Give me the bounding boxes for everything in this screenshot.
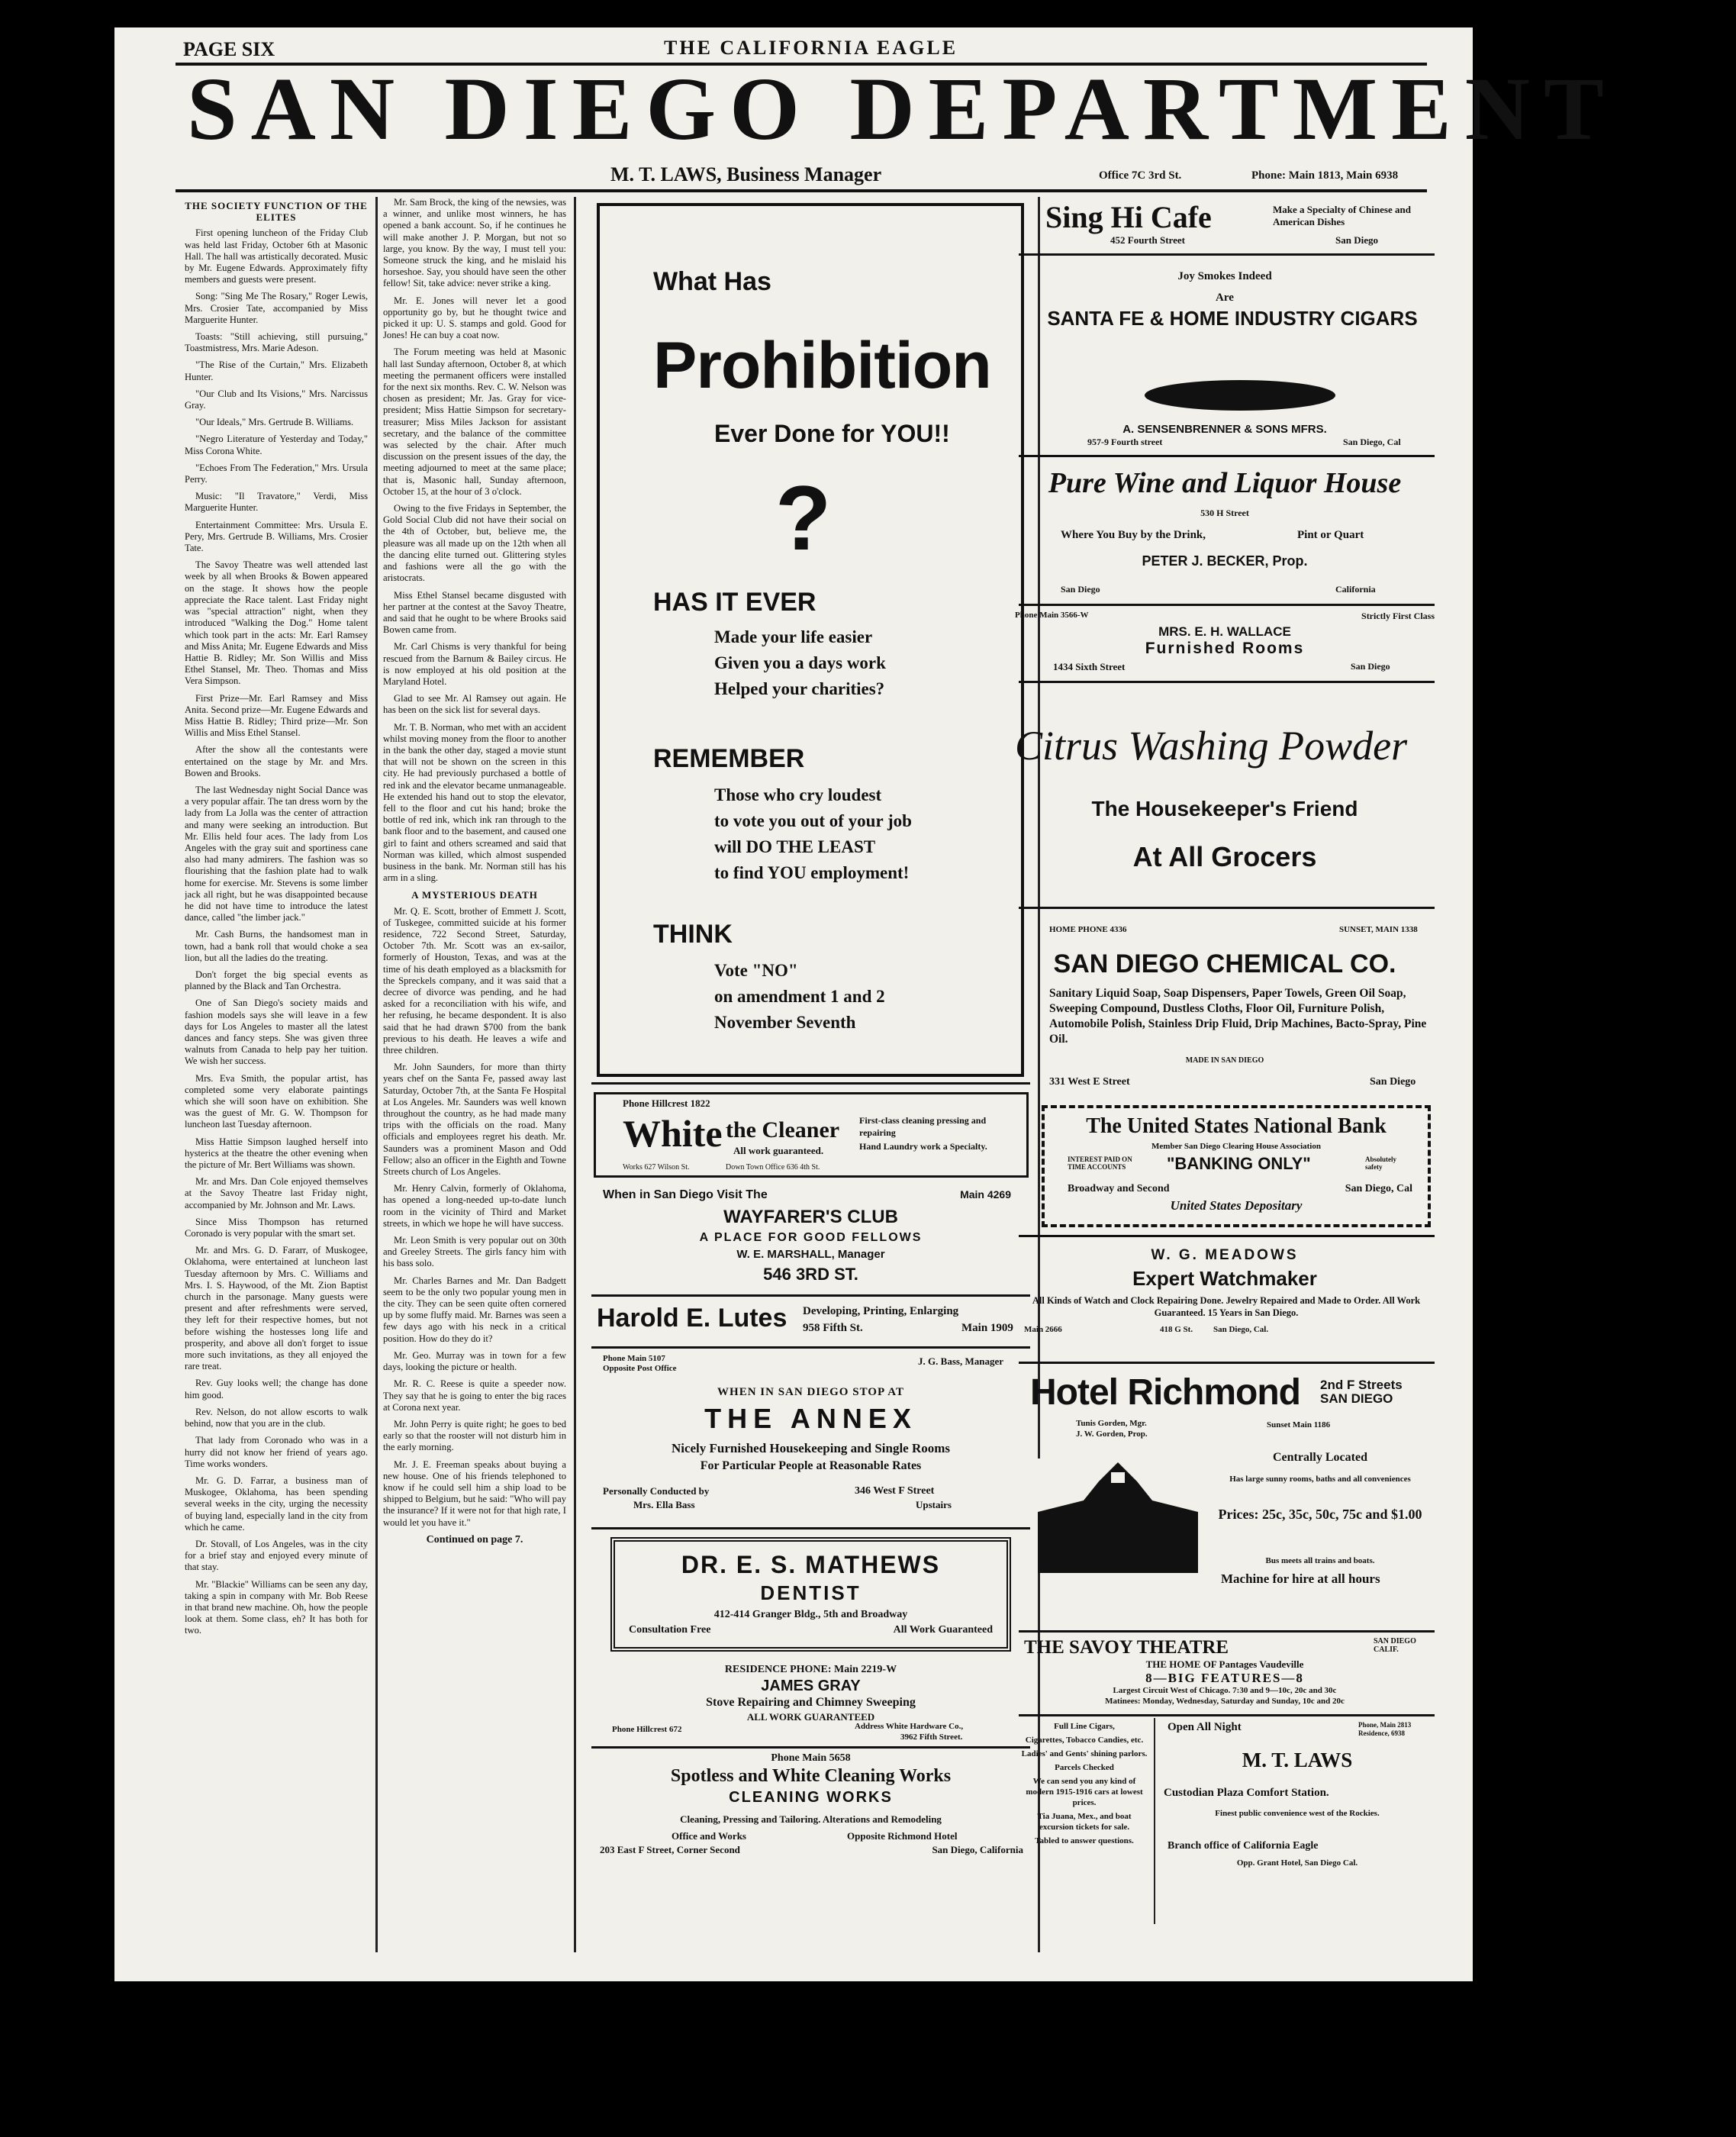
spotless-desc: Cleaning, Pressing and Tailoring. Alterations and Remodeling <box>680 1813 942 1825</box>
ad-rule-4 <box>591 1527 1030 1529</box>
paper-name: THE CALIFORNIA EAGLE <box>664 37 958 59</box>
richmond-phone: Sunset Main 1186 <box>1267 1420 1331 1430</box>
bank-ad <box>1042 1105 1431 1227</box>
spotless-name: Spotless and White Cleaning Works <box>670 1766 952 1786</box>
meadows-ad <box>1015 1241 1435 1355</box>
richmond-addr: 2nd F Streets <box>1320 1378 1403 1392</box>
lutes-phone: Main 1909 <box>961 1322 1013 1334</box>
prohibition-word: Prohibition <box>653 329 991 402</box>
laws-service-line-5: Tia Juana, Mex., and boat excursion tickets for sale. <box>1037 1812 1132 1832</box>
purewine-owner: PETER J. BECKER, Prop. <box>1142 553 1308 569</box>
bank-city: San Diego, Cal <box>1345 1183 1412 1194</box>
think-line-0: Vote "NO" <box>714 961 798 980</box>
society-article <box>185 227 368 1636</box>
ad-rule-5 <box>591 1746 1030 1749</box>
society-paragraph: The last Wednesday night Social Dance was a very popular affair. The tan dress worn by the lady from La Jolla was the center of attraction and many were seeking an introduction. But Mr. Ellis held four aces. The lady from Los Angeles with the gray suit and sportiness cane also had many admirers. The fashion was so flourishing that the fashion plate had to walk home for exercise. Mr. Stevens is some limber jack all right, but he was disappointed because he did not have time to introduce the latest dance, called "the limber jack." <box>185 784 368 923</box>
death-paragraph: Mr. Leon Smith is very popular out on 30th and Greeley Streets. The girls fancy him with his bass solo. <box>383 1235 566 1269</box>
think-line-2: November Seventh <box>714 1013 856 1032</box>
news-paragraph: Glad to see Mr. Al Ramsey out again. He has been on the sick list for several days. <box>383 693 566 716</box>
office-line: Office 7C 3rd St. <box>1099 169 1182 182</box>
mathews-ad <box>610 1537 1011 1652</box>
mathews-consult: Consultation Free <box>629 1624 711 1636</box>
society-paragraph: Entertainment Committee: Mrs. Ursula E. Pery, Mrs. Gertrude B. Williams, Mrs. Crosier Tate. <box>185 519 368 554</box>
society-paragraph: Mr. "Blackie" Williams can be seen any day, taking a spin in company with Mr. Bob Reese in that brand new machine. Oh, how the people look at them. Some class, eh? It has both for two. <box>185 1578 368 1636</box>
laws-branch: Branch office of California Eagle <box>1168 1840 1319 1852</box>
wayfarers-ad <box>595 1184 1026 1291</box>
news-items <box>383 197 566 884</box>
purewine-city: San Diego <box>1061 584 1100 595</box>
laws-open: Open All Night <box>1168 1721 1242 1733</box>
right-rule-6 <box>1019 1235 1435 1237</box>
society-paragraph: "Our Club and Its Visions," Mrs. Narcissus Gray. <box>185 388 368 411</box>
news-column <box>383 197 566 1952</box>
spotless-ad <box>595 1751 1026 1865</box>
annex-conductor: Mrs. Ella Bass <box>633 1499 695 1510</box>
chemical-made: MADE IN SAN DIEGO <box>1185 1056 1264 1065</box>
prohibition-line1: What Has <box>653 267 771 296</box>
laws-service-line-4: We can send you any kind of modern 1915-1916 cars at lowest prices. <box>1026 1777 1143 1807</box>
society-paragraph: First opening luncheon of the Friday Club was held last Friday, October 6th at Masonic Hall. The hall was artistically decorated. Music by Mr. Eugene Edwards. Approximately fifty members and guests were present. <box>185 227 368 285</box>
gray-ad <box>595 1659 1026 1743</box>
white-guarantee: All work guaranteed. <box>733 1145 824 1156</box>
chemical-home-phone: HOME PHONE 4336 <box>1049 925 1127 934</box>
newspaper-page <box>114 27 1618 1981</box>
laws-service-line-6: Tabled to answer questions. <box>1035 1836 1134 1845</box>
chemical-city: San Diego <box>1370 1076 1416 1088</box>
annex-addr: 346 West F Street <box>855 1485 935 1497</box>
bank-addr: Broadway and Second <box>1068 1183 1170 1194</box>
santafe-ad <box>1015 256 1435 451</box>
annex-phone: Phone Main 5107 <box>603 1354 665 1363</box>
wallace-addr: 1434 Sixth Street <box>1053 661 1126 672</box>
bank-interest: INTEREST PAID ON TIME ACCOUNTS <box>1068 1156 1132 1171</box>
right-rule-1 <box>1019 253 1435 256</box>
richmond-rooms: Has large sunny rooms, baths and all conveniences <box>1229 1475 1411 1484</box>
purewine-state: California <box>1335 584 1376 595</box>
right-rule-9 <box>1019 1714 1435 1716</box>
department-title: SAN DIEGO DEPARTMENT <box>187 59 1618 159</box>
laws-divider <box>1154 1718 1155 1924</box>
society-paragraph: First Prize—Mr. Earl Ramsey and Miss Anita. Second prize—Mr. Eugene Edwards and Miss Hattie B. Ridley; Third prize—Mr. Son Willis and Miss Ethel Stansel. <box>185 692 368 739</box>
wallace-desc: Furnished Rooms <box>1145 640 1305 657</box>
gray-desc: Stove Repairing and Chimney Sweeping <box>706 1696 916 1709</box>
spotless-name2: CLEANING WORKS <box>729 1789 893 1806</box>
right-rule-7 <box>1019 1362 1435 1364</box>
chemical-ad <box>1015 913 1435 1100</box>
column-rule-1 <box>375 197 378 1952</box>
news-paragraph: Mr. T. B. Norman, who met with an accident whilst moving money from the floor to another in the bank the other day, staged a movie stunt that will not be shown on the screen in this city. He had previously purchased a bottle of red ink and the elevator became unmanageable. He extended his hand out to stop the elevator, fell to the floor and cut his hand; broke the bottle of red ink, which ink ran through to the bank floor and to the basement, and caused one girl to faint and others screamed and said that Norman was killed, which almost suspended business in the bank. Mr. Norman still has his arm in a sling. <box>383 721 566 884</box>
meadows-addr: 418 G St. <box>1160 1325 1193 1334</box>
richmond-city: SAN DIEGO <box>1320 1391 1393 1406</box>
gray-addr: 3962 Fifth Street. <box>900 1732 963 1742</box>
lutes-desc: Developing, Printing, Enlarging <box>803 1305 959 1317</box>
annex-when: WHEN IN SAN DIEGO STOP AT <box>717 1386 904 1398</box>
society-paragraph: The Savoy Theatre was well attended last week by all when Brooks & Bowen appeared on the stage. It shows how the people appreciate the Race talent. Last Friday night was "special attraction" night, when they introduced "Walking the Dog." Home talent which took part in the acts: Mr. Earl Ramsey and Miss Anita; Mr. Eugene Edwards and Miss Hattie B. Ridley; Mr. Son Willis and Miss Ethel Stansel, Mr. Theo. Thomas and Miss Vera Simpson. <box>185 559 368 687</box>
laws-ad <box>1015 1718 1435 1932</box>
annex-desc: Nicely Furnished Housekeeping and Single Rooms <box>671 1441 951 1455</box>
annex-conducted: Personally Conducted by <box>603 1485 710 1497</box>
society-paragraph: "The Rise of the Curtain," Mrs. Elizabeth Hunter. <box>185 359 368 382</box>
remember-line-2: will DO THE LEAST <box>714 837 876 856</box>
wayfarers-phone: Main 4269 <box>960 1188 1011 1201</box>
column-rule-2 <box>574 197 576 1952</box>
right-rule-5 <box>1019 907 1435 909</box>
white-name2: the Cleaner <box>726 1117 840 1143</box>
citrus-name: Citrus Washing Powder <box>1015 723 1408 769</box>
santafe-addr: 957-9 Fourth street <box>1087 437 1163 447</box>
manager-line: M. T. LAWS, Business Manager <box>610 163 882 185</box>
wayfarers-manager: W. E. MARSHALL, Manager <box>736 1248 885 1261</box>
society-paragraph: "Echoes From The Federation," Mrs. Ursula Perry. <box>185 462 368 485</box>
news-paragraph: Mr. E. Jones will never let a good opportunity go by, but he thought twice and picked it up: U. S. stamps and gold. Good for Jones! He can buy a coat now. <box>383 295 566 341</box>
prohibition-ad <box>597 203 1024 1077</box>
lutes-ad <box>595 1301 1026 1343</box>
santafe-name: SANTA FE & HOME INDUSTRY CIGARS <box>1047 307 1418 330</box>
annex-ad <box>595 1352 1026 1520</box>
society-paragraph: Music: "Il Travatore," Verdi, Miss Marguerite Hunter. <box>185 491 368 514</box>
annex-rates: For Particular People at Reasonable Rates <box>700 1459 922 1472</box>
richmond-prop: J. W. Gorden, Prop. <box>1076 1430 1148 1439</box>
laws-opp: Opp. Grant Hotel, San Diego Cal. <box>1236 1858 1358 1868</box>
bank-dep: United States Depositary <box>1170 1198 1303 1213</box>
spotless-phone: Phone Main 5658 <box>771 1752 851 1764</box>
bank-name: The United States National Bank <box>1086 1114 1387 1138</box>
society-heading: THE SOCIETY FUNCTION OF THE ELITES <box>185 200 368 224</box>
phone-line: Phone: Main 1813, Main 6938 <box>1251 169 1399 182</box>
society-paragraph: One of San Diego's society maids and fashion models says she will leave in a few days for Los Angeles to master all the latest dances and fancy steps. She was given three walnuts from Canada to help pay her tuition. We wish her success. <box>185 998 368 1067</box>
question-mark: ? <box>775 467 832 569</box>
society-paragraph: Since Miss Thompson has returned Coronado is very popular with the smart set. <box>185 1216 368 1239</box>
death-paragraph: Mr. Q. E. Scott, brother of Emmett J. Scott, of Tuskegee, committed suicide at his former residence, 722 Second Street, Saturday, October 7th. Mr. Scott was an ex-sailor, formerly of Houston, Texas, and was at the time of his death employed as a blacksmith for the Spreckels company, and it was said that a decree of divorce was pending, and he had asked for a reconciliation with his wife, and her refusing, he became despondent. It is also said that he had drawn $700 from the bank previous to his death. He leaves a wife and three children. <box>383 905 566 1056</box>
wayfarers-line1: When in San Diego Visit The <box>603 1188 768 1201</box>
savoy-ad <box>1015 1634 1435 1710</box>
remember-line-0: Those who cry loudest <box>714 785 882 804</box>
chemical-name: SAN DIEGO CHEMICAL CO. <box>1053 949 1396 978</box>
society-paragraph: After the show all the contestants were entertained on the stage by Mr. and Mrs. Bowen and Brooks. <box>185 744 368 778</box>
gray-phone2: Phone Hillcrest 672 <box>612 1725 682 1734</box>
richmond-located: Centrally Located <box>1273 1451 1367 1464</box>
mysterious-death-article <box>383 906 566 1529</box>
society-paragraph: Mr. and Mrs. G. D. Fararr, of Muskogee, Oklahoma, were entertained at luncheon last Tuesday afternoon by Mrs. C. Williams and Mrs. I. S. Haywood, of the Mt. Zion Baptist church in the parsonage. Many guests were present and after refreshments were served, they left for their respective homes, but not before wishing the hostesses long life and prosperity, and above all don't forget to issue more such invitations, as they all enjoyed the rare treat. <box>185 1245 368 1372</box>
savoy-home: THE HOME OF Pantages Vaudeville <box>1145 1658 1304 1670</box>
mathews-addr: 412-414 Granger Bldg., 5th and Broadway <box>713 1609 908 1620</box>
ad-rule-3 <box>591 1346 1030 1349</box>
chemical-desc: Sanitary Liquid Soap, Soap Dispensers, Paper Towels, Green Oil Soap, Sweeping Compound, Dustless Cloths, Floor Oil, Furniture Polish, Automobile Polish, Stainless Drip Fluid, Drip Machines, Bacto-Spray, Pine Oil. <box>1049 987 1427 1046</box>
white-works: Works 627 Wilson St. <box>623 1163 690 1172</box>
savoy-name: THE SAVOY THEATRE <box>1024 1637 1229 1658</box>
savoy-matinees: Matinees: Monday, Wednesday, Saturday and Sunday, 10c and 20c <box>1105 1697 1345 1706</box>
meadows-city: San Diego, Cal. <box>1213 1325 1269 1334</box>
mathews-title: DENTIST <box>760 1581 862 1604</box>
laws-finest: Finest public convenience west of the Rockies. <box>1215 1809 1380 1818</box>
white-phone: Phone Hillcrest 1822 <box>623 1098 710 1109</box>
richmond-bus: Bus meets all trains and boats. <box>1265 1556 1375 1565</box>
singhi-addr: 452 Fourth Street <box>1110 234 1185 246</box>
citrus-ad <box>1015 684 1435 898</box>
society-paragraph: Toasts: "Still achieving, still pursuing," Toastmistress, Mrs. Marie Adeson. <box>185 331 368 354</box>
has-it-ever-line-2: Helped your charities? <box>714 679 885 698</box>
annex-name: THE ANNEX <box>704 1403 917 1434</box>
wallace-phone: Phone Main 3566-W <box>1015 611 1089 620</box>
richmond-machine: Machine for hire at all hours <box>1221 1571 1380 1586</box>
mathews-guarantee: All Work Guaranteed <box>893 1624 993 1636</box>
gray-phone: RESIDENCE PHONE: Main 2219-W <box>724 1664 897 1675</box>
meadows-phone: Main 2666 <box>1024 1325 1062 1334</box>
gray-name: JAMES GRAY <box>761 1678 861 1694</box>
news-paragraph: Owing to the five Fridays in September, the Gold Social Club did not have their social on the 4th of October, but, believe me, the pleasure was all made up on the 12th when all the dancing elite turned out. Glittering styles and fashions were all the go with the aristocrats. <box>383 503 566 584</box>
annex-addr2: Upstairs <box>916 1499 952 1510</box>
remember-heading: REMEMBER <box>653 744 805 773</box>
spotless-opp: Opposite Richmond Hotel <box>847 1830 958 1842</box>
right-rule-2 <box>1019 455 1435 457</box>
spotless-city: San Diego, California <box>932 1844 1023 1855</box>
laws-services <box>1019 1721 1149 1849</box>
chemical-addr: 331 West E Street <box>1049 1076 1130 1088</box>
death-paragraph: Mr. R. C. Reese is quite a speeder now. They say that he is going to enter the big races at Corona next year. <box>383 1378 566 1413</box>
death-paragraph: Mr. Henry Calvin, formerly of Oklahoma, has opened a long-needed up-to-date lunch room in the vicinity of Third and Market streets, in which we hope he will have success. <box>383 1183 566 1229</box>
has-it-ever-line-1: Given you a days work <box>714 653 886 672</box>
has-it-ever-heading: HAS IT EVER <box>653 588 816 617</box>
society-paragraph: Mr. and Mrs. Dan Cole enjoyed themselves at the Savoy Theatre last Friday night, accompanied by Mr. Johnson and Mr. Laws. <box>185 1176 368 1210</box>
right-rule-4 <box>1019 681 1435 683</box>
society-column <box>185 197 368 1952</box>
citrus-tag: The Housekeeper's Friend <box>1091 797 1358 820</box>
laws-phone: Phone, Main 2813 Residence, 6938 <box>1358 1721 1412 1737</box>
mysterious-death-heading: A MYSTERIOUS DEATH <box>411 889 538 901</box>
death-paragraph: Mr. John Perry is quite right; he goes to bed early so that the rooster will not disturb him in the early morning. <box>383 1418 566 1453</box>
singhi-ad <box>1015 199 1435 250</box>
lutes-addr: 958 Fifth St. <box>803 1322 863 1334</box>
right-rule-3 <box>1019 604 1435 606</box>
society-paragraph: Mr. G. D. Farrar, a business man of Muskogee, Oklahoma, has been spending several weeks in the city, urging the necessity of buying land, especially land in the city from which he came. <box>185 1475 368 1533</box>
remember-line-3: to find YOU employment! <box>714 863 910 882</box>
richmond-ad <box>1015 1367 1435 1623</box>
society-paragraph: "Negro Literature of Yesterday and Today," Miss Corona White. <box>185 434 368 456</box>
society-paragraph: Mr. Cash Burns, the handsomest man in town, had a bank roll that would choke a sea lion, but all the ladies do the treating. <box>185 929 368 963</box>
spotless-office: Office and Works <box>672 1830 746 1842</box>
gray-addr-label: Address White Hardware Co., <box>855 1722 964 1731</box>
santafe-line2: Are <box>1216 292 1234 304</box>
society-paragraph: Dr. Stovall, of Los Angeles, was in the city for a brief stay and enjoyed every minute of that stay. <box>185 1538 368 1573</box>
cigar-icon <box>1141 379 1339 412</box>
white-desc: First-class cleaning pressing and repairing <box>859 1115 987 1138</box>
laws-service-line-0: Full Line Cigars, <box>1054 1722 1115 1731</box>
society-paragraph: Rev. Nelson, do not allow escorts to walk behind, now that you are in the club. <box>185 1406 368 1430</box>
hotel-building-icon <box>1038 1459 1198 1573</box>
wallace-name: MRS. E. H. WALLACE <box>1158 624 1291 639</box>
think-heading: THINK <box>653 920 733 949</box>
news-paragraph: The Forum meeting was held at Masonic hall last Sunday afternoon, October 8, at which meeting the permanent officers were installed for the next six months. Rev. C. W. Nelson was chosen as president; Mr. Jas. Gray for vice-president; Miss Hattie Simpson for secretary-treasurer; Miss Miles Jackson for assistant secretary, and the balance of the committee was selected by the chair. After much discussion on the present issues of the day, the meeting adjourned to meet at the same place; that is, Masonic hall, Sunday afternoon, October 15, at the hour of 3 o'clock. <box>383 346 566 497</box>
savoy-circuit: Largest Circuit West of Chicago. 7:30 and 9—10c, 20c and 30c <box>1113 1686 1337 1695</box>
laws-name: M. T. LAWS <box>1242 1749 1353 1771</box>
spotless-addr: 203 East F Street, Corner Second <box>600 1844 740 1855</box>
purewine-tag: Where You Buy by the Drink, <box>1061 529 1206 541</box>
right-rule-8 <box>1019 1630 1435 1633</box>
continued-note: Continued on page 7. <box>426 1533 523 1546</box>
death-paragraph: Mr. Charles Barnes and Mr. Dan Badgett seem to be the only two popular young men in the city. They can be seen quite often cornered up by some fluffy maid. Mr. Barnes was seen a few days ago with his neck in a critical position. How do they do it? <box>383 1275 566 1344</box>
citrus-tag2: At All Grocers <box>1132 841 1317 872</box>
purewine-name: Pure Wine and Liquor House <box>1048 467 1402 499</box>
laws-service-line-1: Cigarettes, Tobacco Candies, etc. <box>1025 1736 1144 1745</box>
purewine-addr: 530 H Street <box>1200 508 1249 518</box>
savoy-features: 8—BIG FEATURES—8 <box>1145 1671 1304 1685</box>
chemical-sunset: SUNSET, MAIN 1338 <box>1339 925 1418 934</box>
mathews-name: DR. E. S. MATHEWS <box>681 1551 941 1578</box>
santafe-line1: Joy Smokes Indeed <box>1177 270 1272 282</box>
bank-safety: Absolutely safety <box>1365 1156 1397 1171</box>
remember-lines <box>714 782 912 886</box>
think-line-1: on amendment 1 and 2 <box>714 987 885 1006</box>
santafe-city: San Diego, Cal <box>1343 437 1401 447</box>
news-paragraph: Mr. Carl Chisms is very thankful for being rescued from the Barnum & Bailey circus. He is now employed at his old position at the Maryland Hotel. <box>383 641 566 687</box>
wayfarers-tag: A PLACE FOR GOOD FELLOWS <box>699 1231 923 1244</box>
prohibition-line3: Ever Done for YOU!! <box>714 420 950 447</box>
remember-line-1: to vote you out of your job <box>714 811 912 830</box>
death-paragraph: Mr. Geo. Murray was in town for a few days, looking the picture or health. <box>383 1349 566 1373</box>
news-paragraph: Miss Ethel Stansel became disgusted with her partner at the contest at the Savoy Theatre, and said that he ought to be where Brooks said Bowen came from. <box>383 589 566 636</box>
annex-manager: J. G. Bass, Manager <box>918 1355 1003 1367</box>
ad-rule-2 <box>591 1294 1030 1297</box>
white-office: Down Town Office 636 4th St. <box>726 1163 820 1172</box>
richmond-name: Hotel Richmond <box>1030 1372 1300 1413</box>
purewine-tag2: Pint or Quart <box>1297 529 1364 541</box>
bank-member: Member San Diego Clearing House Association <box>1151 1142 1321 1151</box>
singhi-name: Sing Hi Cafe <box>1045 200 1212 234</box>
santafe-maker: A. SENSENBRENNER & SONS MFRS. <box>1122 423 1327 436</box>
society-paragraph: Rev. Guy looks well; the change has done him good. <box>185 1378 368 1400</box>
annex-opp: Opposite Post Office <box>603 1364 677 1373</box>
meadows-title: Expert Watchmaker <box>1132 1267 1317 1290</box>
meadows-name: W. G. MEADOWS <box>1151 1247 1299 1263</box>
laws-service-line-3: Parcels Checked <box>1055 1763 1114 1772</box>
death-paragraph: Mr. J. E. Freeman speaks about buying a new house. One of his friends telephoned to know if he could sell him a ship load to be shipped to Belgium, but he said: "Who will pay the insurance? If it were not for that high rate, I would let you have it." <box>383 1459 566 1528</box>
society-paragraph: Mrs. Eva Smith, the popular artist, has completed some very elaborate paintings which she will soon have on exhibition. She was the guest of Mr. G. W. Thompson for luncheon last Tuesday afternoon. <box>185 1072 368 1130</box>
society-paragraph: Song: "Sing Me The Rosary," Roger Lewis, Mrs. Crosier Tate, accompanied by Miss Marguerite Hunter. <box>185 291 368 325</box>
singhi-desc: Make a Specialty of Chinese and American Dishes <box>1273 204 1411 227</box>
masthead-rule <box>176 189 1427 192</box>
wayfarers-name: WAYFARER'S CLUB <box>723 1207 898 1227</box>
wayfarers-addr: 546 3RD ST. <box>763 1265 858 1284</box>
ad-rule-1 <box>591 1082 1030 1085</box>
richmond-prices: Prices: 25c, 35c, 50c, 75c and $1.00 <box>1218 1507 1422 1522</box>
has-it-ever-lines <box>714 624 886 702</box>
has-it-ever-line-0: Made your life easier <box>714 627 873 646</box>
society-paragraph: Don't forget the big special events as planned by the Black and Tan Orchestra. <box>185 969 368 992</box>
richmond-mgr: Tunis Gorden, Mgr. <box>1076 1419 1147 1428</box>
laws-custodian: Custodian Plaza Comfort Station. <box>1164 1787 1329 1799</box>
page-label: PAGE SIX <box>183 38 275 60</box>
lutes-name: Harold E. Lutes <box>597 1304 787 1333</box>
white-name: White <box>623 1112 723 1155</box>
laws-service-line-2: Ladies' and Gents' shining parlors. <box>1021 1749 1148 1758</box>
wallace-ad <box>1015 608 1435 684</box>
society-paragraph: Miss Hattie Simpson laughed herself into hysterics at the theatre the other evening when the picture of Mr. Bert Williams was shown. <box>185 1136 368 1171</box>
savoy-city: SAN DIEGO CALIF. <box>1374 1637 1416 1654</box>
white-laundry: Hand Laundry work a Specialty. <box>859 1141 987 1152</box>
society-paragraph: "Our Ideals," Mrs. Gertrude B. Williams. <box>195 417 354 428</box>
bank-slogan: "BANKING ONLY" <box>1167 1154 1311 1173</box>
death-paragraph: Mr. John Saunders, for more than thirty years chef on the Santa Fe, passed away last Saturday, October 7th, at the Santa Fe Hospital at Los Angeles. Mr. Saunders was well known throughout the country, as he had made many trips with the officials on the road. Many officials and employees regret his death. Mr. Saunders was a prominent Mason and Odd Fellow; also an officer in the Eighth and Towne Streets church of Los Angeles. <box>383 1062 566 1178</box>
news-paragraph: Mr. Sam Brock, the king of the newsies, was a winner, and unlike most winners, he has opened a bank account. So, if he continues he will make another J. P. Morgan, but not so large, you know. By the way, I must tell you: Someone struck the king, and he mislaid his horseshoe. Say, you should have seen the other fellow! Sit, take advice: never strike a king. <box>383 197 566 289</box>
gray-guarantee: ALL WORK GUARANTEED <box>746 1711 875 1723</box>
society-paragraph: That lady from Coronado who was in a hurry did not know her friend of years ago. Time works wonders. <box>185 1435 368 1469</box>
singhi-city: San Diego <box>1335 234 1378 246</box>
white-cleaner-ad <box>594 1092 1029 1178</box>
wallace-city: San Diego <box>1351 661 1390 672</box>
meadows-desc: All Kinds of Watch and Clock Repairing Done. Jewelry Repaired and Made to Order. All Work Guaranteed. 15 Years in San Diego. <box>1032 1295 1421 1318</box>
wallace-class: Strictly First Class <box>1361 611 1435 621</box>
think-lines <box>714 958 885 1036</box>
